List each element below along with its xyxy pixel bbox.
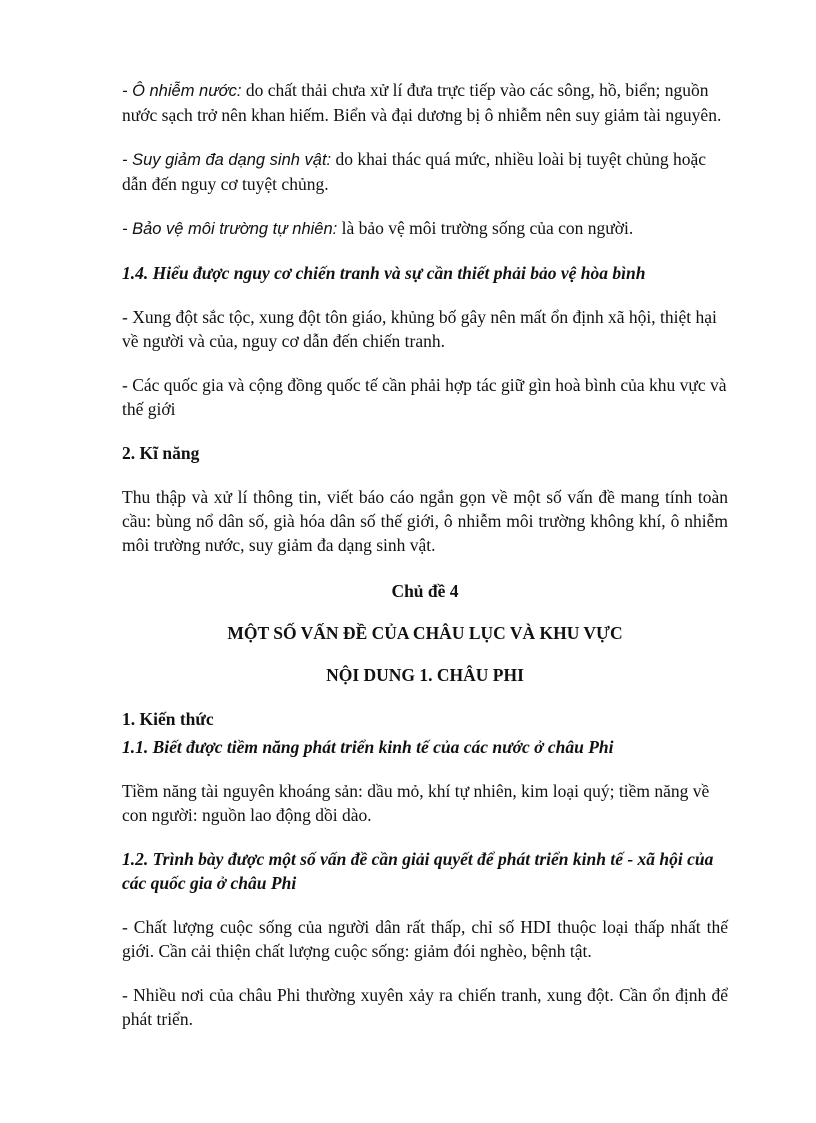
- text-biodiversity: do khai thác quá mức, nhiều loài bị tuyệt chủng hoặc dẫn đến nguy cơ tuyệt chủng.: [122, 149, 707, 194]
- paragraph-conflict: - Xung đột sắc tộc, xung đột tôn giáo, khủng bố gây nên mất ổn định xã hội, thiệt hại về người và của, nguy cơ dẫn đến chiến tranh.: [122, 307, 717, 351]
- paragraph-biodiversity: [122, 147, 728, 196]
- paragraph-environment: [122, 216, 728, 241]
- heading-skills: 2. Kĩ năng: [122, 443, 200, 463]
- term-environment: - Bảo vệ môi trường tự nhiên:: [122, 220, 338, 238]
- paragraph-potential: Tiềm năng tài nguyên khoáng sản: dầu mỏ, khí tự nhiên, kim loại quý; tiềm năng về con người: nguồn lao động dồi dào.: [122, 781, 710, 825]
- paragraph-quality-of-life: - Chất lượng cuộc sống của người dân rất thấp, chỉ số HDI thuộc loại thấp nhất thế giới. Cần cải thiện chất lượng cuộc sống: giảm đói nghèo, bệnh tật.: [122, 917, 728, 961]
- heading-1-4: 1.4. Hiểu được nguy cơ chiến tranh và sự cần thiết phải bảo vệ hòa bình: [122, 263, 646, 283]
- paragraph-water-pollution: [122, 78, 728, 127]
- topic-label: Chủ đề 4: [391, 581, 459, 601]
- content-title: NỘI DUNG 1. CHÂU PHI: [326, 665, 524, 685]
- text-environment: là bảo vệ môi trường sống của con người.: [337, 218, 634, 238]
- paragraph-war-conflict: - Nhiều nơi của châu Phi thường xuyên xảy ra chiến tranh, xung đột. Cần ổn định để phát triển.: [122, 985, 728, 1029]
- paragraph-skills: Thu thập và xử lí thông tin, viết báo cáo ngắn gọn về một số vấn đề mang tính toàn cầu: bùng nổ dân số, già hóa dân số thế giới, ô nhiễm môi trường không khí, ô nhiễm môi trường nước, suy giảm đa dạng sinh vật.: [122, 487, 728, 555]
- text-water-pollution: do chất thải chưa xử lí đưa trực tiếp vào các sông, hồ, biển; nguồn nước sạch trở nên khan hiếm. Biển và đại dương bị ô nhiễm nên suy giảm tài nguyên.: [122, 80, 722, 125]
- heading-knowledge: 1. Kiến thức: [122, 709, 214, 729]
- paragraph-peace: - Các quốc gia và cộng đồng quốc tế cần phải hợp tác giữ gìn hoà bình của khu vực và thế giới: [122, 375, 727, 419]
- heading-1-1: 1.1. Biết được tiềm năng phát triển kinh tế của các nước ở châu Phi: [122, 737, 614, 757]
- term-biodiversity: - Suy giảm đa dạng sinh vật:: [122, 151, 332, 169]
- topic-title: MỘT SỐ VẤN ĐỀ CỦA CHÂU LỤC VÀ KHU VỰC: [227, 623, 623, 643]
- term-water-pollution: - Ô nhiễm nước:: [122, 82, 242, 100]
- heading-1-2: 1.2. Trình bày được một số vấn đề cần giải quyết để phát triển kinh tế - xã hội của các quốc gia ở châu Phi: [122, 849, 714, 893]
